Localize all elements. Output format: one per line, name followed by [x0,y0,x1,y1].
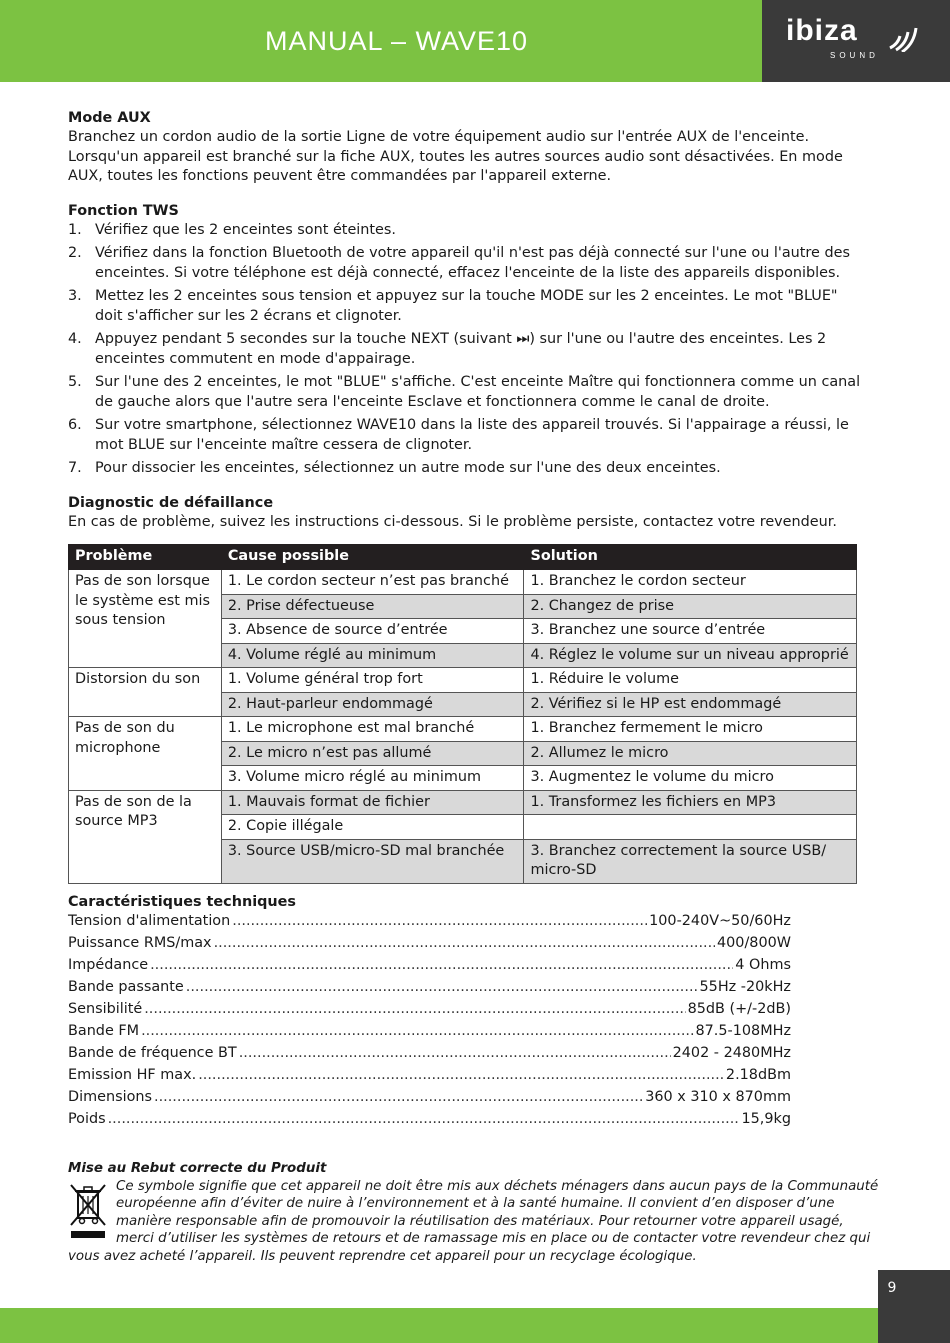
problem-cell: Pas de son du microphone [69,717,222,791]
page-number: 9 [887,1280,897,1296]
troubleshooting-table [68,544,857,884]
crossed-bin-icon [68,1182,108,1240]
aux-text: Branchez un cordon audio de la sortie Ligne de votre équipement audio sur l'entrée AUX de l'enceinte. Lorsqu'un appareil est branché sur la fiche AUX, toutes les autres sources audio sont désactivées. En mode AUX, toutes les fonctions peuvent être commandées par l'appareil externe. [68,129,843,184]
tws-steps [68,221,868,479]
spec-row: Bande FM ..... 87.5-108MHz [68,1022,791,1044]
brand-logo [762,0,950,82]
table-header-row [69,545,857,570]
table-row [69,668,857,693]
sound-waves-icon [888,22,922,52]
list-item: 7. Pour dissocier les enceintes, sélectionnez un autre mode sur l'une des deux enceintes. [68,460,721,476]
solution-cell: 1. Transformez les fichiers en MP3 [524,790,857,815]
spec-row: Tension d'alimentation ..... 100-240V~50/60Hz [68,912,791,934]
logo-subtitle: SOUND [830,51,879,60]
cause-cell: 4. Volume réglé au minimum [221,643,524,668]
cause-cell: 1. Le cordon secteur n’est pas branché [221,570,524,595]
cause-cell: 2. Le micro n’est pas allumé [221,741,524,766]
solution-cell: 3. Augmentez le volume du micro [524,766,857,791]
solution-cell: 4. Réglez le volume sur un niveau approprié [524,643,857,668]
solution-cell: 1. Branchez fermement le micro [524,717,857,742]
spec-row: Dimensions ..... 360 x 310 x 870mm [68,1088,791,1110]
problem-cell: Pas de son lorsque le système est mis sous tension [69,570,222,668]
solution-cell: 1. Réduire le volume [524,668,857,693]
logo-wordmark: ibiza [786,14,858,47]
problem-cell: Distorsion du son [69,668,222,717]
spec-row: Poids ..... 15,9kg [68,1110,791,1132]
list-item: 4. Appuyez pendant 5 secondes sur la touche NEXT (suivant ⏭) sur l'une ou l'autre des enceintes. Les 2 enceintes commutent en mode d'appairage. [68,331,827,367]
spec-row: Emission HF max. ..... 2.18dBm [68,1066,791,1088]
cause-cell: 2. Copie illégale [221,815,524,840]
table-row [69,717,857,742]
main-content [68,108,868,1132]
solution-cell: 1. Branchez le cordon secteur [524,570,857,595]
diagnostic-section [68,493,868,884]
specs-section [68,892,791,1132]
spec-row: Bande de fréquence BT ..... 2402 - 2480MHz [68,1044,791,1066]
page-header [0,0,950,82]
cause-cell: 3. Absence de source d’entrée [221,619,524,644]
cause-cell: 3. Volume micro réglé au minimum [221,766,524,791]
table-row [69,570,857,595]
cause-cell: 2. Prise défectueuse [221,594,524,619]
cause-cell: 1. Volume général trop fort [221,668,524,693]
aux-section [68,108,868,187]
list-item: 5. Sur l'une des 2 enceintes, le mot "BLUE" s'affiche. C'est enceinte Maître qui fonctionnera comme un canal de gauche alors que l'autre sera l'enceinte Esclave et fonctionnera comme le canal de droite. [68,374,861,410]
diagnostic-heading: Diagnostic de défaillance [68,494,274,511]
cause-cell: 1. Le microphone est mal branché [221,717,524,742]
list-item: 6. Sur votre smartphone, sélectionnez WAVE10 dans la liste des appareil trouvés. Si l'appairage a réussi, le mot BLUE sur l'enceinte maître cessera de clignoter. [68,417,849,453]
header-solution: Solution [524,545,857,570]
spec-row: Puissance RMS/max ..... 400/800W [68,934,791,956]
spec-row: Sensibilité ..... 85dB (+/-2dB) [68,1000,791,1022]
cause-cell: 1. Mauvais format de fichier [221,790,524,815]
aux-heading: Mode AUX [68,110,151,126]
solution-cell: 2. Vérifiez si le HP est endommagé [524,692,857,717]
list-item: 3. Mettez les 2 enceintes sous tension et appuyez sur la touche MODE sur les 2 enceintes. Le mot "BLUE" doit s'afficher sur les 2 écrans et clignoter. [68,288,838,324]
spec-row: Bande passante ..... 55Hz -20kHz [68,978,791,1000]
diagnostic-text: En cas de problème, suivez les instructions ci-dessous. Si le problème persiste, contactez votre revendeur. [68,513,837,530]
specs-heading: Caractéristiques techniques [68,893,297,910]
solution-cell: 3. Branchez une source d’entrée [524,619,857,644]
solution-cell: 2. Changez de prise [524,594,857,619]
header-problem: Problème [69,545,222,570]
list-item: 1. Vérifiez que les 2 enceintes sont éteintes. [68,221,396,238]
manual-title: MANUAL – WAVE10 [265,26,529,56]
solution-cell: 2. Allumez le micro [524,741,857,766]
disposal-heading: Mise au Rebut correcte du Produit [68,1161,327,1176]
list-item: 2. Vérifiez dans la fonction Bluetooth de votre appareil qu'il n'est pas déjà connecté sur l'une ou l'autre des enceintes. Si votre téléphone est déjà connecté, effacez l'enceinte de la liste des appareils disponibles. [68,245,850,281]
disposal-text: Ce symbole signifie que cet appareil ne doit être mis aux déchets ménagers dans aucun pays de la Communauté européenne afin d’éviter de nuire à l’environnement et à la santé humaine. Il convient d’en disposer d’une manière responsable afin de promouvoir la réutilisation des matériaux. Pour retourner votre appareil usagé, merci d’utiliser les systèmes de retours et de ramassage mis en place ou de contacter votre revendeur chez qui vous avez acheté l’appareil. Ils peuvent reprendre cet appareil pour un recyclage écologique. [68,1178,879,1264]
cause-cell: 2. Haut-parleur endommagé [221,692,524,717]
disposal-section [68,1160,880,1265]
spec-row: Impédance ..... 4 Ohms [68,956,791,978]
table-row [69,790,857,815]
footer-bar [0,1308,878,1343]
solution-cell [524,815,857,840]
header-bar [0,0,762,82]
tws-section [68,201,868,479]
problem-cell: Pas de son de la source MP3 [69,790,222,883]
header-cause: Cause possible [221,545,524,570]
cause-cell: 3. Source USB/micro-SD mal branchée [221,839,524,883]
solution-cell: 3. Branchez correctement la source USB/ micro-SD [524,839,857,883]
tws-heading: Fonction TWS [68,202,179,219]
